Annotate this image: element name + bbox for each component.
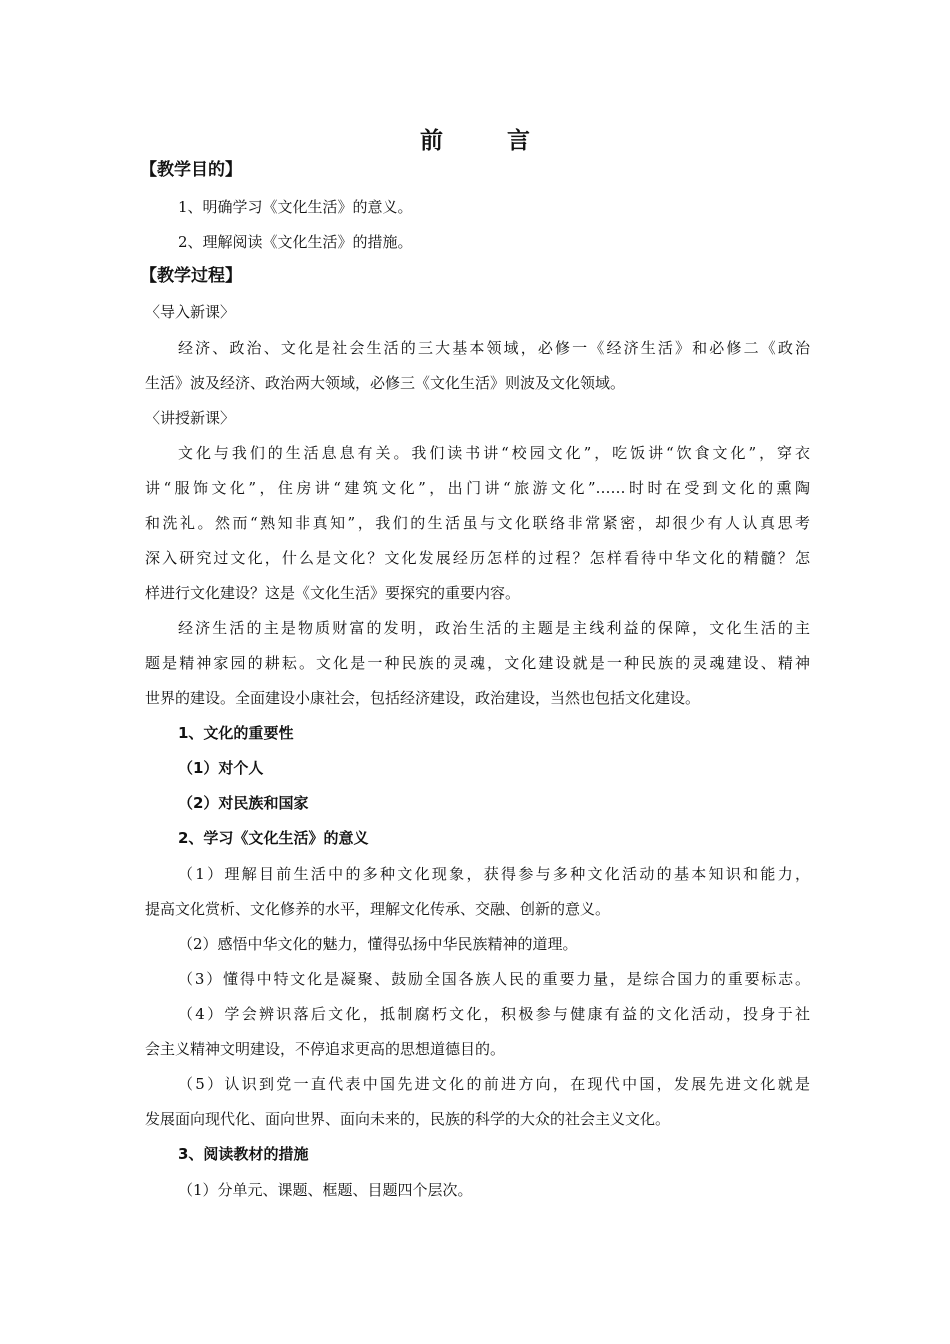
para1-line-4: 深入研究过文化，什么是文化？文化发展经历怎样的过程？怎样看待中华文化的精髓？怎	[145, 549, 810, 567]
section-1-item-2: （2）对民族和国家	[178, 794, 309, 812]
para1-line-3: 和洗礼。然而“熟知非真知”，我们的生活虽与文化联络非常紧密，却很少有人认真思考	[145, 514, 810, 532]
section-2-title: 2、学习《文化生活》的意义	[178, 829, 369, 847]
section-2-line-4: （3）懂得中特文化是凝聚、鼓励全国各族人民的重要力量，是综合国力的重要标志。	[178, 970, 810, 988]
section-2-line-7: （5）认识到党一直代表中国先进文化的前进方向，在现代中国，发展先进文化就是	[178, 1075, 810, 1093]
intro-line-2: 生活》波及经济、政治两大领域，必修三《文化生活》则波及文化领域。	[145, 374, 626, 392]
para2-line-2: 题是精神家园的耕耘。文化是一种民族的灵魂，文化建设就是一种民族的灵魂建设、精神	[145, 654, 810, 672]
intro-line-1: 经济、政治、文化是社会生活的三大基本领域，必修一《经济生活》和必修二《政治	[178, 339, 810, 357]
new-lesson-label: 〈讲授新课〉	[145, 409, 236, 427]
section-2-line-8: 发展面向现代化、面向世界、面向未来的，民族的科学的大众的社会主义文化。	[145, 1110, 671, 1128]
section-3-title: 3、阅读教材的措施	[178, 1145, 309, 1163]
page-title: 前 言	[419, 128, 558, 154]
para2-line-3: 世界的建设。全面建设小康社会，包括经济建设，政治建设，当然也包括文化建设。	[145, 689, 701, 707]
section-2-line-1: （1）理解目前生活中的多种文化现象，获得参与多种文化活动的基本知识和能力，	[178, 865, 810, 883]
para1-line-5: 样进行文化建设？这是《文化生活》要探究的重要内容。	[145, 584, 521, 602]
section-1-title: 1、文化的重要性	[178, 724, 294, 742]
objective-item-2: 2、理解阅读《文化生活》的措施。	[178, 233, 413, 251]
section-2-line-2: 提高文化赏析、文化修养的水平，理解文化传承、交融、创新的意义。	[145, 900, 611, 918]
process-heading: 【教学过程】	[140, 266, 242, 286]
para1-line-1: 文化与我们的生活息息有关。我们读书讲“校园文化”，吃饭讲“饮食文化”，穿衣	[178, 444, 810, 462]
section-2-line-6: 会主义精神文明建设，不停追求更高的思想道德目的。	[145, 1040, 506, 1058]
intro-label: 〈导入新课〉	[145, 303, 236, 321]
para1-line-2: 讲“服饰文化”，住房讲“建筑文化”，出门讲“旅游文化”……时时在受到文化的熏陶	[145, 479, 810, 497]
section-3-item-1: （1）分单元、课题、框题、目题四个层次。	[178, 1181, 473, 1199]
objective-item-1: 1、明确学习《文化生活》的意义。	[178, 198, 413, 216]
section-1-item-1: （1）对个人	[178, 759, 264, 777]
para2-line-1: 经济生活的主是物质财富的发明，政治生活的主题是主线利益的保障，文化生活的主	[178, 619, 810, 637]
objectives-heading: 【教学目的】	[140, 160, 242, 180]
section-2-line-5: （4）学会辨识落后文化，抵制腐朽文化，积极参与健康有益的文化活动，投身于社	[178, 1005, 810, 1023]
section-2-line-3: （2）感悟中华文化的魅力，懂得弘扬中华民族精神的道理。	[178, 935, 578, 953]
